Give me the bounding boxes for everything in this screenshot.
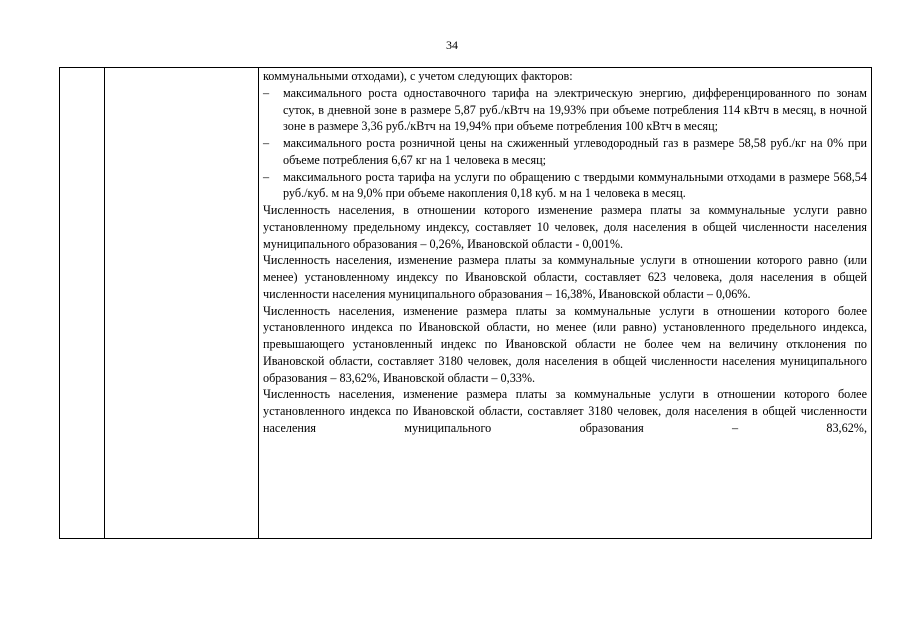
table-cell-number — [60, 68, 105, 539]
list-item-text: максимального роста розничной цены на сжиженный углеводородный газ в размере 58,58 руб./кг на 0% при объеме потребления 6,67 кг на 1 человека в месяц; — [283, 136, 867, 167]
list-dash: – — [263, 136, 270, 150]
table-row — [60, 68, 872, 539]
list-item-text: максимального роста тарифа на услуги по обращению с твердыми коммунальными отходами в размере 568,54 руб./куб. м на 9,0% при объеме накопления 0,18 куб. м на 1 человека в месяц. — [283, 169, 867, 201]
table-cell-name — [105, 68, 259, 539]
list-item-electricity — [263, 85, 867, 135]
list-item-text: максимального роста одноставочного тарифа на электрическую энергию, дифференцированного по зонам суток, в дневной зоне в размере 5,87 руб./кВтч на 19,93% при объеме потребления 114 кВтч в месяц, в ночной зоне в размере 3,36 руб./кВтч на 19,94% при объеме потребления 100 кВтч в месяц; — [283, 85, 867, 134]
paragraph-population-between: Численность населения, изменение размера платы за коммунальные услуги в отношении которого более установленного индекса по Ивановской области, но менее (или равно) установленного предельного индекса, превышающего установленный индекс по Ивановской области не более чем на величину отклонения по Ивановской области, составляет 3180 человек, доля населения в общей численности населения муниципального образования – 83,62%, Ивановской области – 0,33%. — [263, 303, 867, 385]
list-dash: – — [263, 85, 270, 100]
table-cell-content — [259, 68, 872, 539]
list-dash: – — [263, 169, 270, 184]
cell-text-block — [259, 68, 871, 538]
list-item-waste — [263, 169, 867, 203]
paragraph-population-above: Численность населения, изменение размера платы за коммунальные услуги в отношении которого более установленного индекса по Ивановской области, составляет 3180 человек, доля населения в общей численности населения муниципального образования – 83,62%, — [263, 387, 867, 435]
page-number: 34 — [446, 38, 458, 52]
list-item-gas — [263, 135, 867, 169]
document-table — [59, 67, 872, 539]
paragraph-intro: коммунальными отходами), с учетом следующих факторов: — [263, 69, 573, 83]
paragraph-population-below: Численность населения, изменение размера платы за коммунальные услуги в отношении которого равно (или менее) установленному индексу по Ивановской области, составляет 623 человека, доля населения в общей численности населения муниципального образования – 16,38%, Ивановской области – 0,06%. — [263, 253, 867, 301]
paragraph-population-limit: Численность населения, в отношении которого изменение размера платы за коммунальные услуги равно установленному предельному индексу, составляет 10 человек, доля населения в общей численности населения муниципального образования – 0,26%, Ивановской области - 0,001%. — [263, 203, 867, 251]
